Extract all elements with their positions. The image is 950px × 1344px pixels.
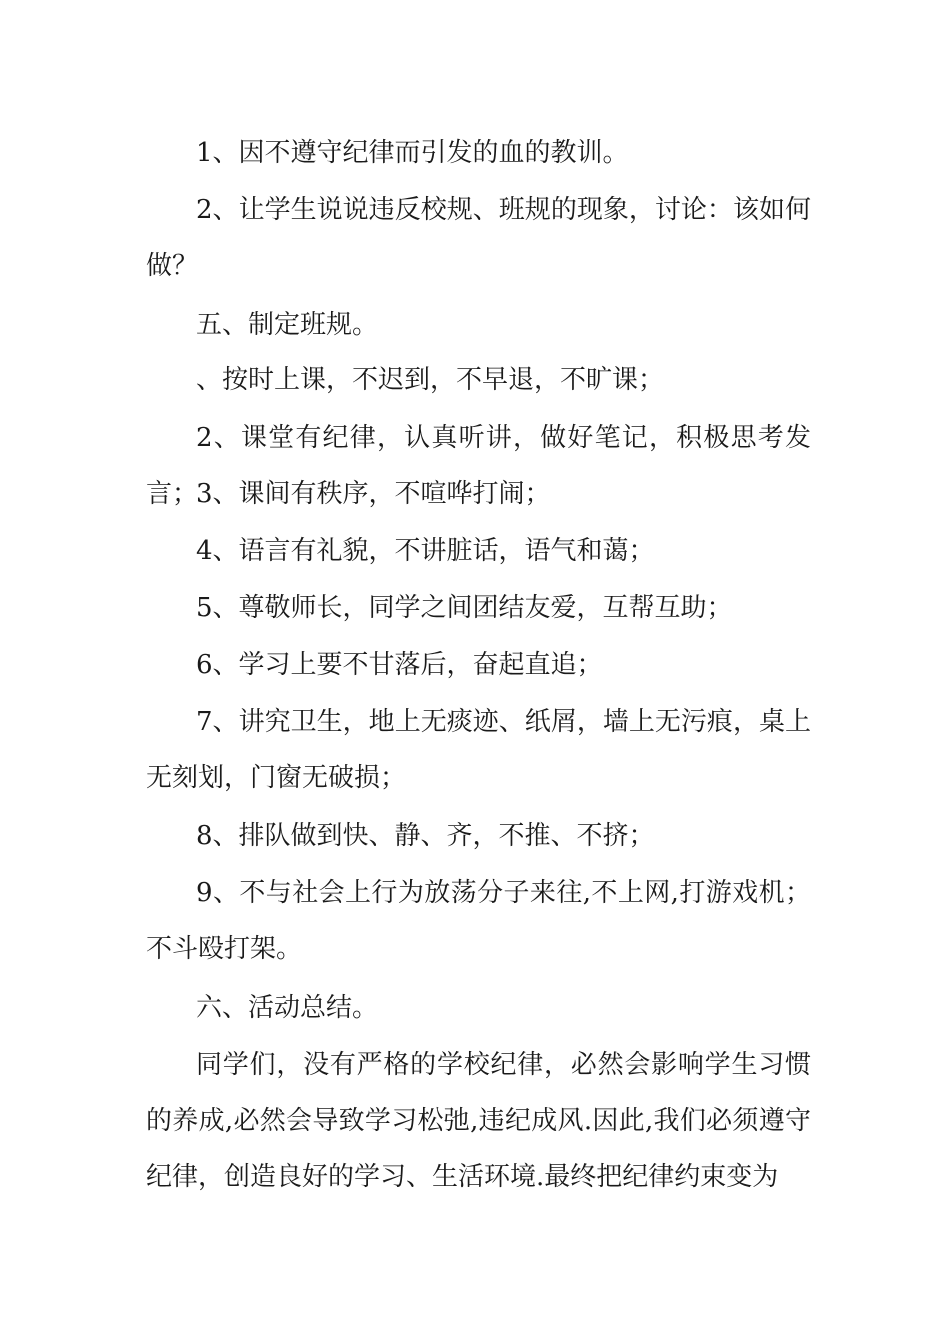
section-heading-5: 五、制定班规。 xyxy=(196,310,379,340)
paragraph-item-2: 2、让学生说说违反校规、班规的现象，讨论：该如何做？ xyxy=(146,195,811,281)
summary-paragraph: 同学们，没有严格的学校纪律，必然会影响学生习惯的养成,必然会导致学习松弛,违纪成风.因此,我们必须遵守纪律，创造良好的学习、生活环境.最终把纪律约束变为 xyxy=(146,1050,811,1192)
rule-item: 5、尊敬师长，同学之间团结友爱，互帮互助； xyxy=(196,593,733,623)
rule-item: 8、排队做到快、静、齐，不推、不挤； xyxy=(196,821,655,851)
paragraph-item-1: 1、因不遵守纪律而引发的血的教训。 xyxy=(196,138,629,168)
rule-item: 、按时上课，不迟到，不早退，不旷课； xyxy=(196,365,665,395)
rule-item: 7、讲究卫生，地上无痰迹、纸屑，墙上无污痕，桌上无刻划，门窗无破损； xyxy=(146,707,811,793)
section-heading-6: 六、活动总结。 xyxy=(196,993,379,1023)
rule-item: 6、学习上要不甘落后，奋起直追； xyxy=(196,650,603,680)
rule-item: 2、课堂有纪律，认真听讲，做好笔记，积极思考发言； xyxy=(146,423,811,509)
rule-item: 4、语言有礼貌，不讲脏话，语气和蔼； xyxy=(196,536,655,566)
rule-item: 3、课间有秩序，不喧哗打闹； xyxy=(196,479,551,509)
rule-item: 9、不与社会上行为放荡分子来往,不上网,打游戏机；不斗殴打架。 xyxy=(146,878,811,964)
